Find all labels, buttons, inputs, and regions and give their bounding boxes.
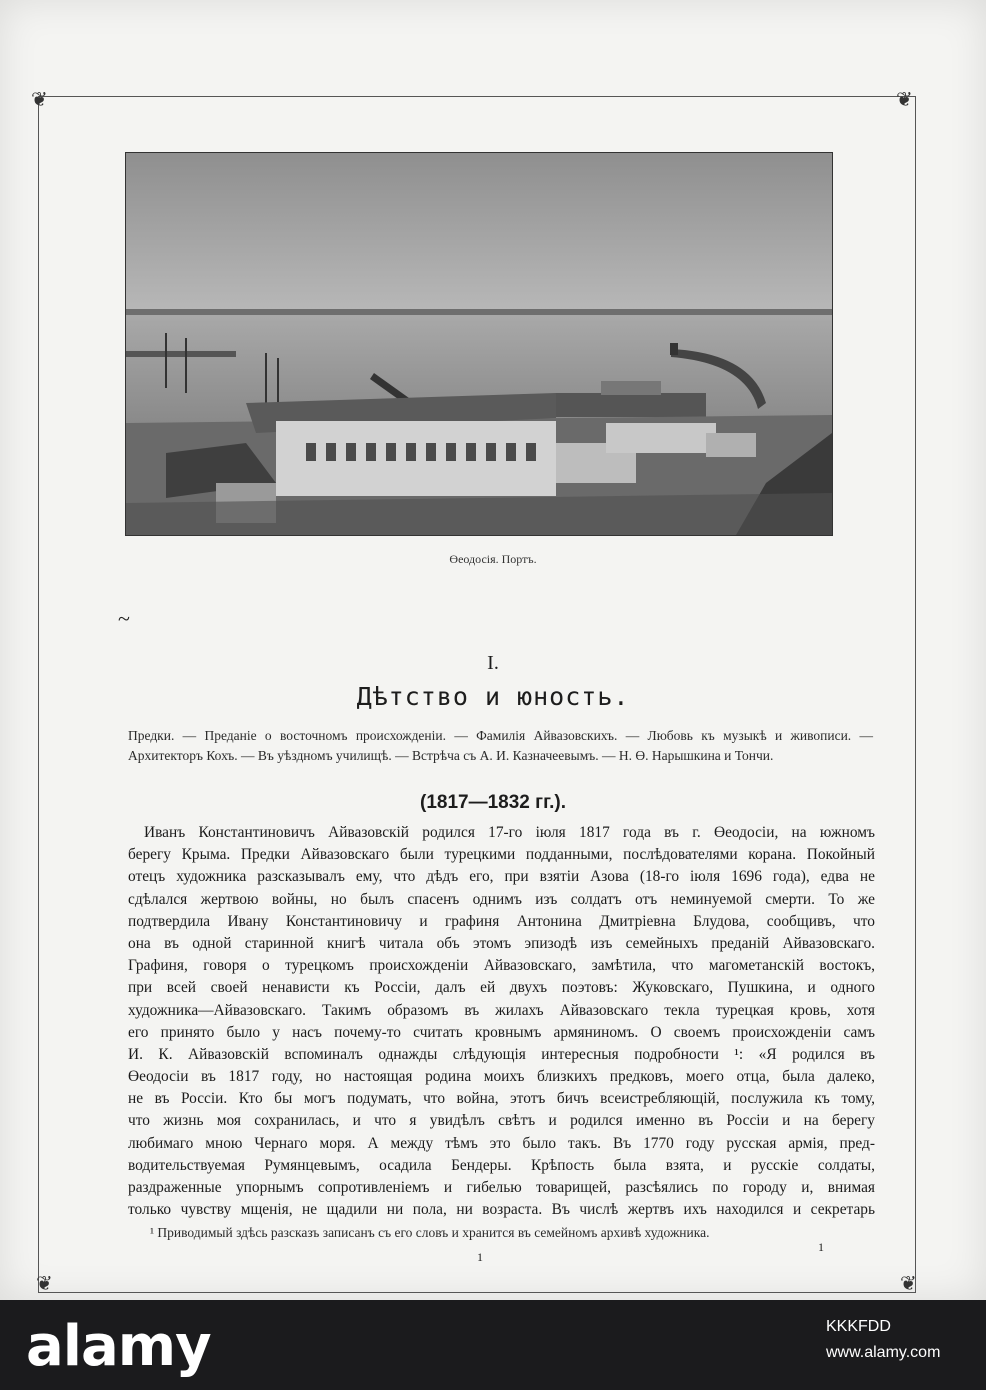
body-line: раздраженные упорнымъ сопротивленіемъ и гибелью товарищей, разсѣялись по городу и, внимая <box>128 1179 875 1196</box>
chapter-number: I. <box>487 652 499 674</box>
body-line: Графиня, говоря о турецкомъ происхожденіи Айвазовскаго, замѣтила, что магометанскій востокъ, <box>128 957 875 975</box>
chapter-title: Дѣтство и юность. <box>356 682 630 711</box>
body-line: любимаго мною Чернаго моря. А между тѣмъ это было такъ. Въ 1770 году русская армія, пред- <box>128 1134 875 1152</box>
page-number: 1 <box>818 1240 824 1254</box>
body-line: отецъ художника разсказывалъ ему, что дѣдъ его, при взятіи Азова (18-го іюля 1696 года), едва не <box>128 868 875 886</box>
ink-mark: ~ <box>118 606 130 631</box>
body-line: что жизнь моя сохранилась, и что я увидѣлъ свѣтъ и родился именно въ Россіи и на берегу <box>128 1112 875 1130</box>
body-line: Өеодосіи въ 1817 году, но настоящая родина моихъ близкихъ предковъ, моего отца, была далеко, <box>128 1068 875 1086</box>
corner-ornament-icon: ❦ <box>900 1273 917 1295</box>
corner-ornament-icon: ❦ <box>31 89 48 111</box>
body-line: его принято было у насъ почему-то считать кровнымъ армяниномъ. О своемъ происхожденіи самъ <box>128 1023 875 1041</box>
body-line: сдѣлался жертвою войны, но былъ спасенъ однимъ изъ солдатъ отъ неминуемой смерти. То же <box>128 890 875 908</box>
body-line: водительствуемая Румянцевымъ, осадила Бендеры. Крѣпость была взята, и русскіе солдаты, <box>128 1156 875 1174</box>
body-line: берегу Крыма. Предки Айвазовскаго были турецкими подданными, послѣдователями корана. Покойный <box>128 846 875 864</box>
watermark-url: www.alamy.com <box>826 1344 941 1361</box>
chapter-years: (1817—1832 гг.). <box>420 792 566 813</box>
body-line: она въ одной старинной книгѣ читала объ этомъ эпизодѣ изъ семейныхъ преданій Айвазовскаго. <box>128 934 875 952</box>
corner-ornament-icon: ❦ <box>36 1273 53 1295</box>
harbor-photograph <box>125 152 833 536</box>
photo-caption: Өеодосія. Портъ. <box>449 552 537 566</box>
page-number: 1 <box>477 1250 483 1264</box>
body-line: Иванъ Константиновичъ Айвазовскій родился 17-го іюля 1817 года въ г. Өеодосіи, на южномъ <box>144 824 875 841</box>
body-line: подтвердила Ивану Константиновичу и графиня Антонина Дмитріевна Блудова, сообщивъ, что <box>128 912 875 930</box>
image-id: KKKFDD <box>826 1318 891 1335</box>
alamy-logo: alamy <box>26 1314 211 1379</box>
chapter-synopsis: Предки. — Преданіе о восточномъ происхожденіи. — Фамилія Айвазовскихъ. — Любовь къ музыкѣ и живописи. — Архитекторъ Кохъ. — Въ уѣздномъ училищѣ. — Встрѣча съ А. И. Казначеевымъ. — Н. Ө. Нарышкина и Тончи. <box>128 728 873 763</box>
body-line: при всей своей ненависти къ Россіи, далъ ей двухъ поэтовъ: Жуковскаго, Пушкина, и одного <box>128 979 875 997</box>
footnote: ¹ Приводимый здѣсь разсказъ записанъ съ его словъ и хранится въ семейномъ архивѣ художника. <box>150 1225 710 1240</box>
body-line: художника—Айвазовскаго. Такимъ образомъ въ жилахъ Айвазовскаго текла турецкая кровь, хотя <box>128 1001 875 1019</box>
corner-ornament-icon: ❦ <box>896 89 913 111</box>
body-line: И. К. Айвазовскій вспоминалъ однажды слѣдующія интересныя подробности ¹: «Я родился въ <box>128 1045 875 1063</box>
body-text <box>128 822 875 1221</box>
body-line: только чувству мщенія, не щадили ни пола, ни возраста. Въ числѣ жертвъ ихъ находился и секретарь <box>128 1201 875 1219</box>
body-line: не въ Россіи. Кто бы могъ подумать, что война, этотъ бичъ всеистребляющій, послужила къ тому, <box>128 1090 875 1108</box>
